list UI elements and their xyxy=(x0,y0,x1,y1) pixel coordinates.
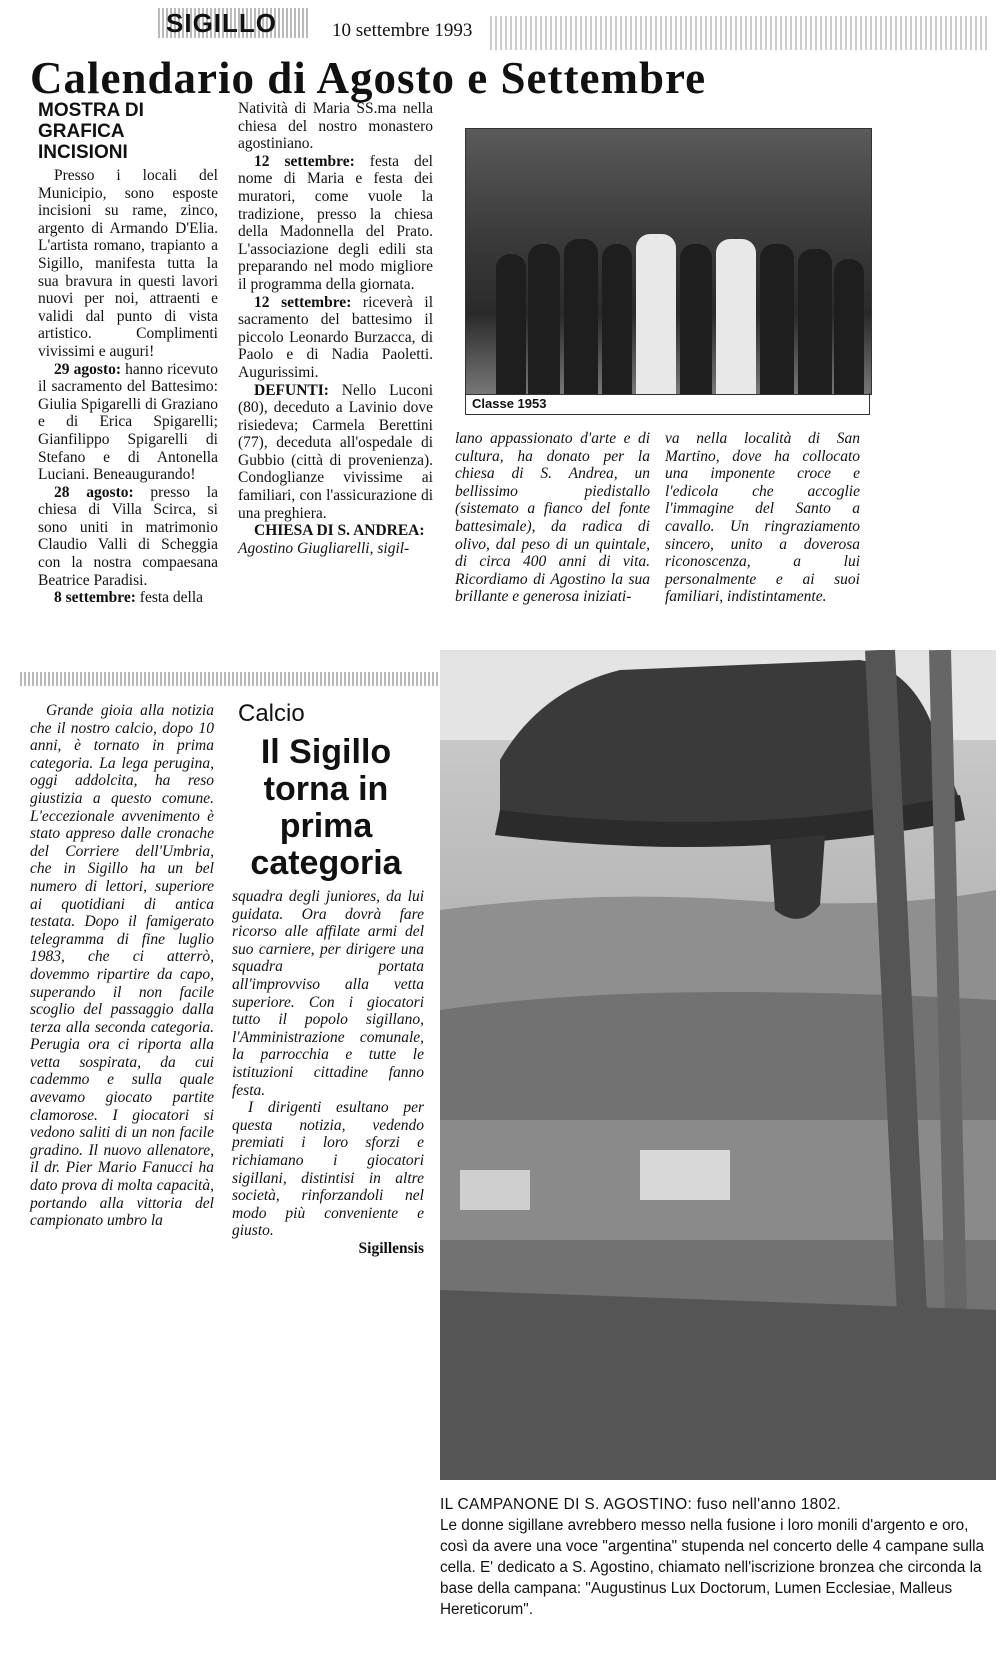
paragraph: 28 agosto: presso la chiesa di Villa Scirca, si sono uniti in matrimonio Claudio Valli di Scheggia con la nostra compaesana Beatrice Paradisi. xyxy=(38,483,218,589)
paragraph: va nella località di San Martino, dove ha collocato una imponente croce e l'edicola che accoglie l'immagine del Santo a cavallo. Un ringraziamento sincero, unito a doverosa riconoscenza, a lui personalmente e ai suoi familiari, indistintamente. xyxy=(665,430,860,606)
article-column-4 xyxy=(665,430,860,606)
caption-lead: IL CAMPANONE DI S. AGOSTINO: fuso nell'anno 1802. xyxy=(440,1496,842,1513)
section-kicker: Calcio xyxy=(238,700,305,727)
paragraph: Presso i locali del Municipio, sono esposte incisioni su rame, zinco, argento di Armando D'Elia. L'artista romano, trapianto a Sigillo, manifesta tutta la sua bravura in questi lavori nuovi per noi, attraenti e validi dal punto di vista artistico. Complimenti vivissimi e auguri! xyxy=(38,167,218,360)
bell-photo xyxy=(440,650,996,1480)
masthead-band xyxy=(158,8,308,38)
bell-caption xyxy=(440,1494,990,1620)
caption-text: Le donne sigillane avrebbero messo nella fusione i loro monili d'argento e oro, così da avere una voce "argentina" stupenda nel concerto delle 4 campane sulla cella. E' dedicato a S. Agostino, chiamato nell'iscrizione bronzea che circonda la base della campana: "Augustinus Lux Doctorum, Lumen Ecclesiae, Malleus Hereticorum". xyxy=(440,1517,985,1618)
event-date: 29 agosto: xyxy=(54,360,122,378)
paragraph: 12 settembre: festa del nome di Maria e festa dei muratori, come vuole la tradizione, presso la chiesa della Madonnella del Prato. L'associazione degli edili sta preparando nel modo migliore il programma della giornata. xyxy=(238,152,433,293)
event-date: 28 agosto: xyxy=(54,483,134,501)
author-signature: Sigillensis xyxy=(358,1239,424,1257)
section-subhead: MOSTRA DI GRAFICA INCISIONI xyxy=(38,100,144,163)
article-column-1 xyxy=(38,100,218,607)
calcio-column-left xyxy=(30,702,214,1230)
group-photo xyxy=(465,128,872,395)
paragraph: 12 settembre: riceverà il sacramento del battesimo il piccolo Leonardo Burzacca, di Paolo e di Nadia Paoletti. Augurissimi. xyxy=(238,293,433,381)
page-headline: Calendario di Agosto e Settembre xyxy=(30,53,707,103)
section-label: CHIESA DI S. ANDREA: xyxy=(254,522,425,540)
photo-caption: Classe 1953 xyxy=(465,393,870,415)
issue-date: 10 settembre 1993 xyxy=(332,20,473,41)
event-date: 12 settembre: xyxy=(254,293,352,311)
paragraph: 8 settembre: festa della xyxy=(54,589,204,607)
event-date: 12 settembre: xyxy=(254,152,355,170)
section-label: DEFUNTI: xyxy=(254,381,329,399)
article-column-2 xyxy=(238,100,433,557)
masthead-rule xyxy=(490,16,990,50)
paragraph: I dirigenti esultano per questa notizia, vedendo premiati i loro sforzi e richiamano i giocatori sigillani, distintisi in altre società, rinforzandoli nel modo più conveniente e giusto. xyxy=(232,1099,424,1240)
paragraph: squadra degli juniores, da lui guidata. Ora dovrà fare ricorso alle affilate armi del suo carniere, per dirigere una squadra portata all'improvviso alla vetta superiore. Con i giocatori tutto il popolo sigillano, l'Amministrazione comunale, la parrocchia e tutte le istituzioni cittadine fanno festa. xyxy=(232,888,424,1099)
paragraph: lano appassionato d'arte e di cultura, ha donato per la chiesa di S. Andrea, un bellissimo piedistallo (sistemato a fianco del fonte battesimale), da radica di olivo, dal peso di un quintale, di circa 400 anni di vita. Ricordiamo di Agostino la sua brillante e generosa iniziati- xyxy=(455,430,650,606)
newspaper-name: SIGILLO xyxy=(166,8,277,38)
section-divider xyxy=(20,672,443,686)
paragraph: 29 agosto: hanno ricevuto il sacramento del Battesimo: Giulia Spigarelli di Graziano e di Erica Spigarelli; Gianfilippo Spigarelli di Stefano e di Antonella Luciani. Beneaugurando! xyxy=(38,360,218,484)
article-title: Il Sigillo torna in prima categoria xyxy=(250,733,402,882)
event-date: 8 settembre: xyxy=(54,589,136,607)
paragraph: DEFUNTI: Nello Luconi (80), deceduto a Lavinio dove risiedeva; Carmela Berettini (77), deceduta all'ospedale di Gubbio (città di provenienza). Condoglianze vivissime ai familiari, con l'assicurazione di una preghiera. xyxy=(238,381,433,522)
calcio-column-right xyxy=(232,888,424,1257)
article-column-3 xyxy=(455,430,650,606)
paragraph: Grande gioia alla notizia che il nostro calcio, dopo 10 anni, è tornato in prima categoria. La lega perugina, oggi addolcita, ha reso giustizia a questo comune. L'eccezionale avvenimento è stato appreso dalle cronache del Corriere dell'Umbria, che in Sigillo ha un bel numero di lettori, superiore ai quotidiani di antica testata. Dopo il famigerato telegramma di fine luglio 1983, che ci atterrò, dovemmo ripartire da capo, superando il non facile scoglio del passaggio dalla terza alla seconda categoria. Perugia ora ci riporta alla vetta sospirata, da cui cademmo e sulla quale avevamo giocato partite clamorose. I giocatori si vedono saliti di un non facile gradino. Il nuovo allenatore, il dr. Pier Mario Fanucci ha dato prova di molta capacità, portando alla vittoria del campionato umbro la xyxy=(30,702,214,1230)
paragraph: Natività di Maria SS.ma nella chiesa del nostro monastero agostiniano. xyxy=(238,100,433,153)
bell-illustration xyxy=(440,650,996,1480)
paragraph: CHIESA DI S. ANDREA: Agostino Giugliarelli, sigil- xyxy=(238,522,425,557)
